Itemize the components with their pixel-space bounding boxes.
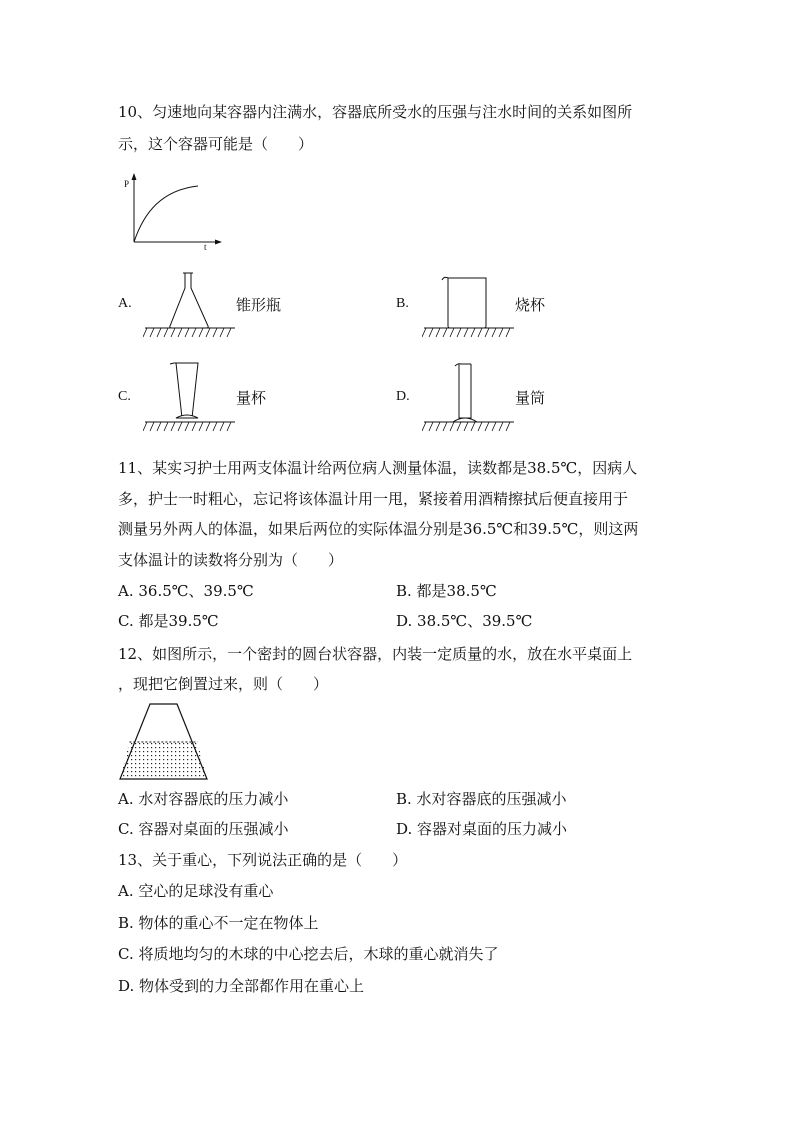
q13-stem-line1: 13、关于重心，下列说法正确的是（ ） <box>118 851 408 869</box>
q12-stem-line2: ，现把它倒置过来，则（ ） <box>118 675 329 693</box>
q10-option-d-letter[interactable]: D. <box>396 389 410 404</box>
q10-option-b-name: 烧杯 <box>515 296 546 314</box>
beaker-figure <box>422 270 518 342</box>
water-fill <box>118 742 210 779</box>
q11-option-b[interactable]: B. 都是38.5℃ <box>396 582 497 600</box>
measuring-cup-figure <box>143 360 239 436</box>
q12-option-d[interactable]: D. 容器对桌面的压力减小 <box>396 820 568 838</box>
q11-stem-line1: 11、某实习护士用两支体温计给两位病人测量体温，读数都是38.5℃，因病人 <box>118 459 638 477</box>
q10-stem-line2: 示，这个容器可能是（ ） <box>118 135 314 153</box>
q10-option-c-letter[interactable]: C. <box>118 389 131 404</box>
graph-y-label: P <box>124 179 130 189</box>
q10-option-c-name: 量杯 <box>236 389 267 407</box>
frustum-container-figure <box>118 702 214 782</box>
q11-stem-line4: 支体温计的读数将分别为（ ） <box>118 551 344 569</box>
q10-stem-line1: 10、匀速地向某容器内注满水，容器底所受水的压强与注水时间的关系如图所 <box>118 103 633 121</box>
q10-option-a-letter[interactable]: A. <box>118 296 132 311</box>
q11-stem-line2: 多，护士一时粗心，忘记将该体温计用一甩，紧接着用酒精擦拭后便直接用于 <box>118 490 629 508</box>
q13-option-c[interactable]: C. 将质地均匀的木球的中心挖去后，木球的重心就消失了 <box>118 945 499 963</box>
pressure-time-graph <box>118 170 228 252</box>
pressure-curve <box>134 186 198 242</box>
graduated-cylinder-figure <box>422 360 518 436</box>
q10-option-d-name: 量筒 <box>515 389 546 407</box>
q10-option-a-name: 锥形瓶 <box>236 296 282 314</box>
q13-option-a[interactable]: A. 空心的足球没有重心 <box>118 882 274 900</box>
graph-x-label: t <box>204 242 207 252</box>
q13-option-d[interactable]: D. 物体受到的力全部都作用在重心上 <box>118 977 365 995</box>
q11-stem-line3: 测量另外两人的体温，如果后两位的实际体温分别是36.5℃和39.5℃，则这两 <box>118 520 639 538</box>
q12-option-a[interactable]: A. 水对容器底的压力减小 <box>118 790 289 808</box>
q13-option-b[interactable]: B. 物体的重心不一定在物体上 <box>118 914 319 932</box>
q11-option-a[interactable]: A. 36.5℃、39.5℃ <box>118 582 254 600</box>
q10-option-b-letter[interactable]: B. <box>396 296 409 311</box>
q11-option-c[interactable]: C. 都是39.5℃ <box>118 612 219 630</box>
q11-option-d[interactable]: D. 38.5℃、39.5℃ <box>396 612 533 630</box>
conical-flask-figure <box>143 270 239 342</box>
q12-option-b[interactable]: B. 水对容器底的压强减小 <box>396 790 567 808</box>
q12-stem-line1: 12、如图所示，一个密封的圆台状容器，内装一定质量的水，放在水平桌面上 <box>118 645 633 663</box>
q12-option-c[interactable]: C. 容器对桌面的压强减小 <box>118 820 289 838</box>
